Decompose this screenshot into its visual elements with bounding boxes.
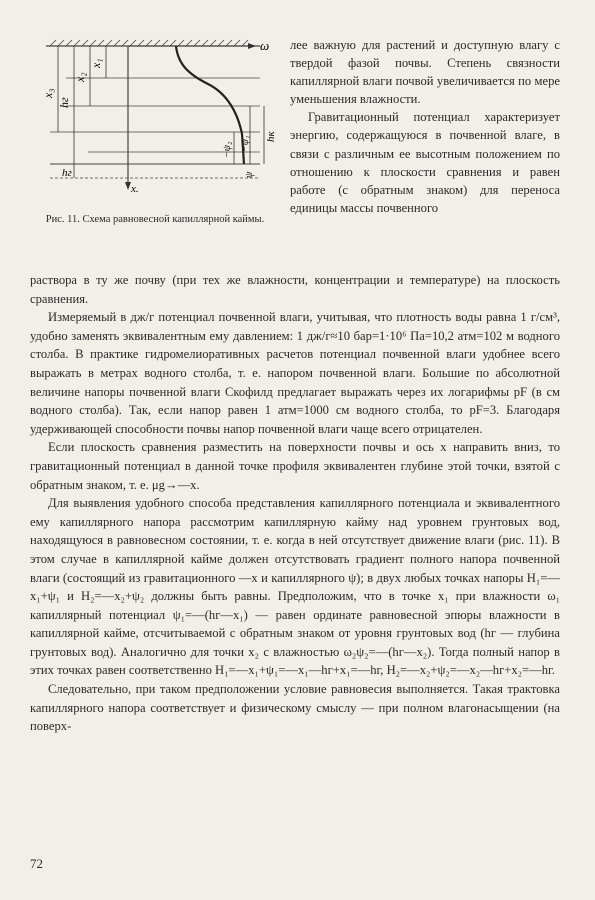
x-axis-label: x.: [131, 183, 139, 195]
page-number: 72: [30, 856, 43, 871]
x3-label: x₃: [41, 88, 55, 98]
paragraph: Измеряемый в дж/г потенциал почвенной влаги, учитывая, что плотность воды равна 1 г/см³, удобно заменять эквивалентным ему давлением: 1 дж/г≈10 бар=1·10⁶ Па=10,2 атм=102 м водного столба. В практике гидромелиоративных расчетов потенциал почвенной влаги удобнее всего выражать в метрах водного столба, т. е. напором почвенной влаги. Большие по абсолютной величине напоры почвенной влаги Скофилд предлагает выражать через их логарифмы pF (в см водного столба). Так, если напор равен 1 атм=1000 см водного столба, то pF=3. Благодаря удерживающей способности почвы напор почвенной влаги чаще всего отрицателен.: [30, 310, 560, 436]
paragraph: Если плоскость сравнения разместить на поверхности почвы и ось x направить вниз, то гравитационный потенциал в данной точке профиля эквивалентен глубине этой точки, взятой с обратным знаком, т. е. μg→—x.: [30, 440, 560, 492]
capillary-fringe-diagram: [28, 34, 286, 214]
body-text: [30, 271, 560, 736]
paragraph: Для выявления удобного способа представления капиллярного потенциала и эквивалентного ему капиллярного напора рассмотрим капиллярную кайму над уровнем грунтовых вод, находящуюся в равновесном состоянии, т. е. когда в ней отсутствует движение влаги (рис. 11). В этом случае в капиллярной кайме должен отсутствовать градиент полного напора почвенной влаги (состоящий из гравитационного —x и капиллярного ψ); в двух любых точках напоры H₁=—x₁+ψ₁ и H₂=—x₂+ψ₂ должны быть равны. Предположим, что в точке x₁ при влажности ω₁ капиллярный потенциал ψ₁=—(hг—x₁) — равен ординате равновесной эпюры влажности в капиллярной кайме, отсчитываемой с обратным знаком от уровня грунтовых вод (hг — глубина грунтовых вод). Аналогично для точки x₂ с влажностью ω₂ψ₂=—(hг—x₂). Тогда полный напор в этих точках равен соответственно H₁=—x₁+ψ₁=—x₁—hг+x₁=—hг, H₂=—x₂+ψ₂=—x₂—hг+x₂=—hг.: [30, 496, 560, 678]
psi2-label: −ψ₂: [222, 141, 233, 158]
x2-label: x₂: [73, 72, 87, 82]
right-column-text: [290, 36, 560, 217]
x1-label: x₁: [89, 58, 103, 68]
psi1-label: −ψ₁: [240, 135, 251, 152]
psi-label: ψ: [244, 171, 255, 178]
figure-caption: Рис. 11. Схема равновесной капиллярной каймы.: [45, 214, 265, 225]
paragraph: Следовательно, при таком предположении условие равновесия выполняется. Такая трактовка капиллярного напора соответствует и физическому смыслу — при полном влагонасыщении (на поверх-: [30, 682, 560, 734]
hr-low-label: hг: [62, 167, 72, 179]
paragraph: лее важную для растений и доступную влагу с твердой фазой почвы. Степень связности капиллярной влаги почвой увеличивается по мере уменьшения влажности.: [290, 38, 560, 107]
omega-label: ω: [260, 38, 270, 53]
hr-label: hг: [57, 97, 71, 108]
omega-axis-arrow-icon: [248, 43, 256, 49]
paragraph: раствора в ту же почву (при тех же влажности, концентрации и температуре) на плоскость сравнения.: [30, 273, 560, 306]
hk-label: hк: [265, 131, 277, 142]
paragraph: Гравитационный потенциал характеризует энергию, содержащуюся в почвенной влаге, в связи с различным ее высотным положением по отношению к плоскости сравнения и равен работе (с обратным знаком) для переноса единицы массы почвенного: [290, 110, 560, 215]
soil-surface-hatch: [46, 40, 260, 46]
